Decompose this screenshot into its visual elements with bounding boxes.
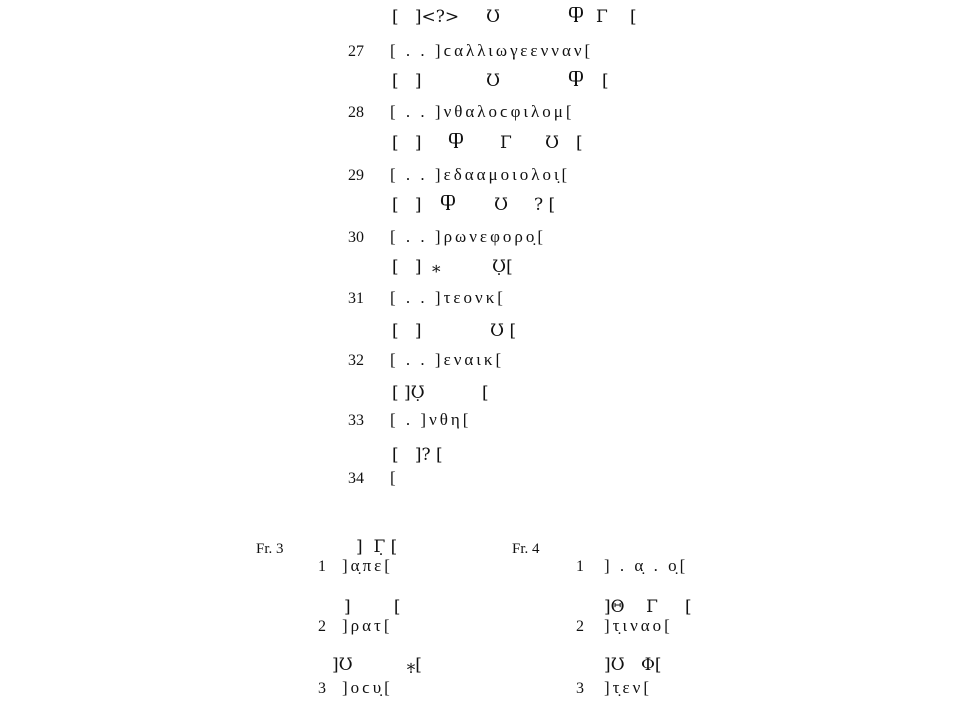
line-28-mark-1: [ ]: [392, 71, 422, 91]
line-text-34: [: [390, 468, 399, 487]
fr3-line-3-marks: ]Ʊ ⁎̣[: [332, 655, 422, 675]
fr3-line-2-text: ]ρατ[: [342, 616, 393, 635]
line-32-mark-2: Ʊ [: [490, 321, 517, 341]
line-text-33: [ . ]νθη[: [390, 410, 472, 429]
line-27-mark-2: Ʊ: [486, 7, 501, 27]
line-number-28: 28: [348, 104, 364, 121]
line-29-mark-3: Γ: [500, 133, 512, 153]
fr3-line-2-marks: ] [: [344, 597, 401, 617]
fr3-label: Fr. 3: [256, 541, 284, 557]
fr4-line-2-num: 2: [576, 618, 584, 635]
line-30-mark-4: ? [: [534, 195, 556, 215]
fr3-line-2-num: 2: [318, 618, 326, 635]
line-28-mark-3: Ⴔ: [568, 71, 584, 91]
line-text-32: [ . . ]εναικ[: [390, 350, 505, 369]
line-32-mark-1: [ ]: [392, 321, 422, 341]
line-27-mark-5: [: [630, 7, 637, 27]
line-31-mark-3: Ʊ̣[: [492, 257, 513, 277]
line-28-mark-4: [: [602, 71, 609, 91]
fr4-line-1-text: ] . α̣ . ο̣[: [604, 556, 689, 575]
line-34-mark-1: [ ]? [: [392, 445, 443, 465]
fr4-label: Fr. 4: [512, 541, 540, 557]
fr4-line-1-num: 1: [576, 558, 584, 575]
line-29-mark-2: Ⴔ: [448, 133, 464, 153]
line-number-33: 33: [348, 412, 364, 429]
line-number-27: 27: [348, 43, 364, 60]
line-29-mark-1: [ ]: [392, 133, 422, 153]
line-30-mark-3: Ʊ: [494, 195, 509, 215]
line-31-mark-1: [ ]: [392, 257, 422, 277]
fr4-line-3-text: ]τ̣εν[: [604, 678, 652, 697]
line-27-mark-3: Ⴔ: [568, 7, 584, 27]
line-text-27: [ . . ]ϲαλλιωγεενναν[: [390, 41, 594, 60]
fr4-line-3-marks: ]Ʊ Φ[: [604, 655, 662, 675]
line-number-29: 29: [348, 167, 364, 184]
line-30-mark-2: Ⴔ: [440, 195, 456, 215]
line-29-mark-4: Ʊ: [545, 133, 560, 153]
line-30-mark-1: [ ]: [392, 195, 422, 215]
line-text-28: [ . . ]νθαλοϲφιλομ[: [390, 102, 575, 121]
line-text-30: [ . . ]ρωνεφορο̣[: [390, 227, 547, 246]
line-text-29: [ . . ]εδααμοιολοι̣[: [390, 165, 571, 184]
line-number-30: 30: [348, 229, 364, 246]
line-number-31: 31: [348, 290, 364, 307]
line-number-34: 34: [348, 470, 364, 487]
line-27-mark-4: Γ: [596, 7, 608, 27]
fr4-line-2-text: ]τ̣ιναο[: [604, 616, 673, 635]
fr4-line-3-num: 3: [576, 680, 584, 697]
fr3-line-3-text: ]οϲυ̣[: [342, 678, 393, 697]
line-28-mark-2: Ʊ: [486, 71, 501, 91]
line-33-mark-2: [: [482, 383, 489, 403]
line-27-mark-1: [ ]<?>: [392, 7, 460, 27]
fr3-line-1-text: ]α̣πε[: [342, 556, 393, 575]
line-31-mark-2: ⁎: [432, 257, 441, 277]
line-number-32: 32: [348, 352, 364, 369]
line-text-31: [ . . ]τεονκ[: [390, 288, 506, 307]
fr3-line-3-num: 3: [318, 680, 326, 697]
fr4-line-2-marks: ]Θ Γ [: [604, 597, 692, 617]
fr3-line-1-num: 1: [318, 558, 326, 575]
line-29-mark-5: [: [576, 133, 583, 153]
fr3-top-marks: ] Γ̣ [: [356, 537, 398, 557]
line-33-mark-1: [ ]Ʊ̣: [392, 383, 425, 403]
